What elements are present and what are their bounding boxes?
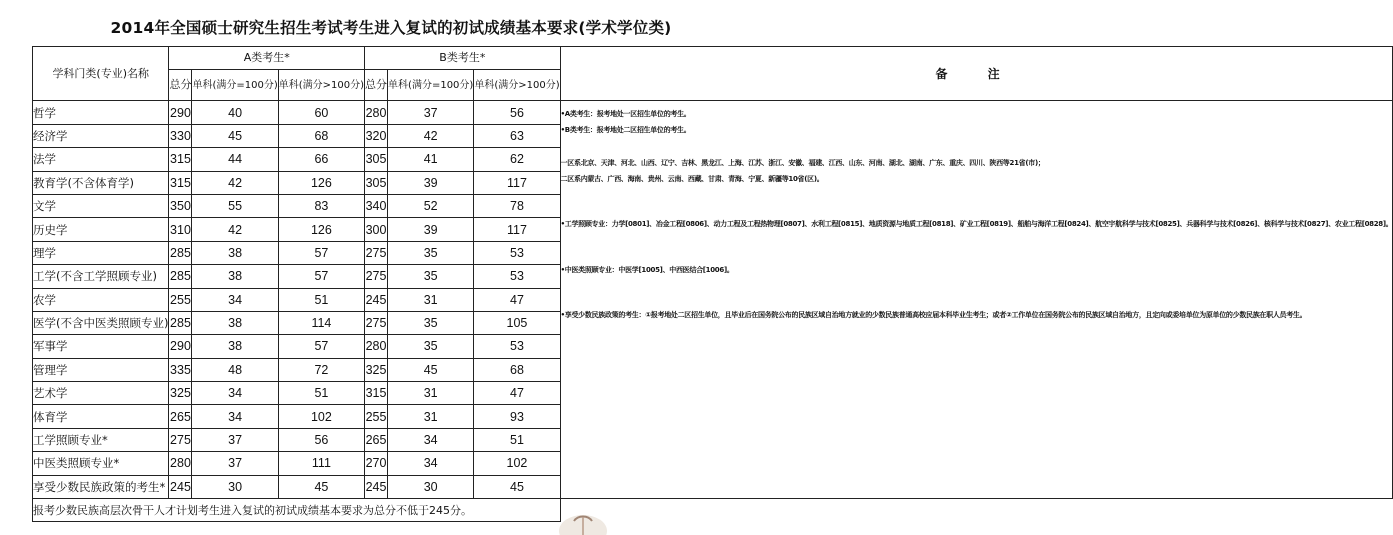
score-cell: 68	[474, 358, 560, 381]
score-cell: 83	[278, 194, 364, 217]
score-cell: 57	[278, 335, 364, 358]
note-paragraph: 二区系内蒙古、广西、海南、贵州、云南、西藏、甘肃、青海、宁夏、新疆等10省(区)。	[560, 174, 824, 183]
score-cell: 66	[278, 148, 364, 171]
score-cell: 42	[388, 124, 474, 147]
score-cell: 62	[474, 148, 560, 171]
score-cell: 265	[365, 428, 388, 451]
table-row	[33, 101, 1393, 124]
score-cell: 56	[278, 428, 364, 451]
score-cell: 45	[278, 475, 364, 498]
footer-empty-cell	[560, 499, 1393, 522]
score-cell: 37	[388, 101, 474, 124]
a-total-header: 总分	[169, 70, 192, 101]
score-cell: 39	[388, 171, 474, 194]
score-cell: 335	[169, 358, 192, 381]
score-cell: 285	[169, 241, 192, 264]
subject-cell: 历史学	[33, 218, 169, 241]
score-cell: 31	[388, 382, 474, 405]
score-cell: 275	[365, 265, 388, 288]
score-cell: 34	[192, 405, 278, 428]
score-cell: 245	[365, 288, 388, 311]
a-group-header: A类考生*	[169, 47, 365, 70]
subject-cell: 军事学	[33, 335, 169, 358]
score-cell: 35	[388, 311, 474, 334]
score-cell: 265	[169, 405, 192, 428]
note-paragraph: •工学照顾专业：力学[0801]、冶金工程[0806]、动力工程及工程热物理[0807]、水利工程[0815]、地质资源与地质工程[0818]、矿业工程[0819]、船舶与海洋工程[0824]、航空宇航科学与技术[0825]、兵器科学与技术[0826]、核科学与技术[0827]、农业工程[0828]。	[560, 220, 1393, 229]
score-cell: 35	[388, 241, 474, 264]
page-title: 2014年全国硕士研究生招生考试考生进入复试的初试成绩基本要求(学术学位类)	[110, 19, 672, 37]
score-cell: 320	[365, 124, 388, 147]
score-cell: 285	[169, 265, 192, 288]
notes-cell	[560, 101, 1393, 499]
score-cell: 340	[365, 194, 388, 217]
b-single-gt100-header: 单科(满分>100分)	[474, 70, 560, 101]
score-cell: 30	[388, 475, 474, 498]
b-total-header: 总分	[365, 70, 388, 101]
score-cell: 35	[388, 265, 474, 288]
subject-header: 学科门类(专业)名称	[33, 47, 169, 101]
score-cell: 38	[192, 241, 278, 264]
score-cell: 117	[474, 218, 560, 241]
subject-cell: 理学	[33, 241, 169, 264]
score-cell: 63	[474, 124, 560, 147]
score-cell: 38	[192, 265, 278, 288]
score-cell: 280	[169, 452, 192, 475]
score-cell: 45	[474, 475, 560, 498]
stamp-decoration-icon	[556, 505, 611, 535]
score-cell: 315	[169, 148, 192, 171]
score-cell: 315	[365, 382, 388, 405]
score-cell: 30	[192, 475, 278, 498]
note-paragraph: •中医类照顾专业：中医学[1005]、中西医结合[1006]。	[560, 265, 734, 274]
score-cell: 102	[278, 405, 364, 428]
score-cell: 93	[474, 405, 560, 428]
subject-cell: 经济学	[33, 124, 169, 147]
note-paragraph: •享受少数民族政策的考生：①报考地处二区招生单位，且毕业后在国务院公布的民族区域自治地方就业的少数民族普通高校应届本科毕业生考生；或者②工作单位在国务院公布的民族区域自治地方，且定向或委培单位为原单位的少数民族在职人员考生。	[560, 311, 1307, 320]
score-cell: 57	[278, 241, 364, 264]
subject-cell: 中医类照顾专业*	[33, 452, 169, 475]
score-cell: 114	[278, 311, 364, 334]
score-cell: 305	[365, 148, 388, 171]
score-cell: 126	[278, 218, 364, 241]
score-cell: 51	[278, 288, 364, 311]
score-cell: 105	[474, 311, 560, 334]
subject-cell: 艺术学	[33, 382, 169, 405]
score-cell: 255	[169, 288, 192, 311]
score-cell: 34	[192, 382, 278, 405]
score-cell: 47	[474, 382, 560, 405]
subject-cell: 教育学(不含体育学)	[33, 171, 169, 194]
score-cell: 117	[474, 171, 560, 194]
subject-cell: 工学照顾专业*	[33, 428, 169, 451]
score-cell: 53	[474, 265, 560, 288]
score-cell: 42	[192, 171, 278, 194]
score-cell: 55	[192, 194, 278, 217]
score-cell: 280	[365, 101, 388, 124]
footer-note: 报考少数民族高层次骨干人才计划考生进入复试的初试成绩基本要求为总分不低于245分。	[33, 499, 561, 522]
score-cell: 53	[474, 241, 560, 264]
score-cell: 72	[278, 358, 364, 381]
score-cell: 48	[192, 358, 278, 381]
score-cell: 68	[278, 124, 364, 147]
score-cell: 275	[365, 311, 388, 334]
score-cell: 270	[365, 452, 388, 475]
subject-cell: 农学	[33, 288, 169, 311]
score-cell: 47	[474, 288, 560, 311]
score-cell: 102	[474, 452, 560, 475]
b-single-le100-header: 单科(满分=100分)	[388, 70, 474, 101]
score-cell: 285	[169, 311, 192, 334]
score-cell: 37	[192, 452, 278, 475]
score-cell: 34	[388, 428, 474, 451]
score-cell: 56	[474, 101, 560, 124]
subject-cell: 管理学	[33, 358, 169, 381]
subject-cell: 体育学	[33, 405, 169, 428]
header-row-1	[33, 47, 1393, 70]
score-cell: 350	[169, 194, 192, 217]
score-cell: 51	[474, 428, 560, 451]
b-group-header: B类考生*	[365, 47, 561, 70]
subject-cell: 享受少数民族政策的考生*	[33, 475, 169, 498]
score-cell: 37	[192, 428, 278, 451]
subject-cell: 哲学	[33, 101, 169, 124]
score-cell: 126	[278, 171, 364, 194]
score-cell: 310	[169, 218, 192, 241]
score-cell: 315	[169, 171, 192, 194]
score-cell: 40	[192, 101, 278, 124]
score-cell: 42	[192, 218, 278, 241]
score-cell: 51	[278, 382, 364, 405]
score-cell: 325	[365, 358, 388, 381]
score-cell: 31	[388, 405, 474, 428]
a-single-le100-header: 单科(满分=100分)	[192, 70, 278, 101]
score-cell: 290	[169, 335, 192, 358]
score-cell: 60	[278, 101, 364, 124]
subject-cell: 法学	[33, 148, 169, 171]
score-cell: 31	[388, 288, 474, 311]
score-cell: 245	[365, 475, 388, 498]
score-cell: 35	[388, 335, 474, 358]
score-cell: 38	[192, 335, 278, 358]
requirements-table	[32, 46, 1393, 522]
score-cell: 34	[192, 288, 278, 311]
score-cell: 45	[192, 124, 278, 147]
score-cell: 45	[388, 358, 474, 381]
score-cell: 53	[474, 335, 560, 358]
score-cell: 44	[192, 148, 278, 171]
score-cell: 330	[169, 124, 192, 147]
note-paragraph: •A类考生：报考地处一区招生单位的考生。	[560, 110, 691, 119]
note-paragraph: •B类考生：报考地处二区招生单位的考生。	[560, 125, 691, 134]
score-cell: 255	[365, 405, 388, 428]
score-cell: 290	[169, 101, 192, 124]
score-cell: 325	[169, 382, 192, 405]
subject-cell: 医学(不含中医类照顾专业)	[33, 311, 169, 334]
score-cell: 275	[365, 241, 388, 264]
score-cell: 305	[365, 171, 388, 194]
score-cell: 34	[388, 452, 474, 475]
score-cell: 300	[365, 218, 388, 241]
subject-cell: 工学(不含工学照顾专业)	[33, 265, 169, 288]
note-paragraph: 一区系北京、天津、河北、山西、辽宁、吉林、黑龙江、上海、江苏、浙江、安徽、福建、江西、山东、河南、湖北、湖南、广东、重庆、四川、陕西等21省(市)；	[560, 159, 1045, 168]
score-cell: 245	[169, 475, 192, 498]
score-cell: 39	[388, 218, 474, 241]
score-cell: 41	[388, 148, 474, 171]
score-cell: 280	[365, 335, 388, 358]
a-single-gt100-header: 单科(满分>100分)	[278, 70, 364, 101]
score-cell: 38	[192, 311, 278, 334]
score-cell: 111	[278, 452, 364, 475]
footer-row	[33, 499, 1393, 522]
score-cell: 275	[169, 428, 192, 451]
notes-header: 备 注	[560, 47, 1393, 101]
subject-cell: 文学	[33, 194, 169, 217]
score-cell: 52	[388, 194, 474, 217]
score-cell: 78	[474, 194, 560, 217]
score-cell: 57	[278, 265, 364, 288]
